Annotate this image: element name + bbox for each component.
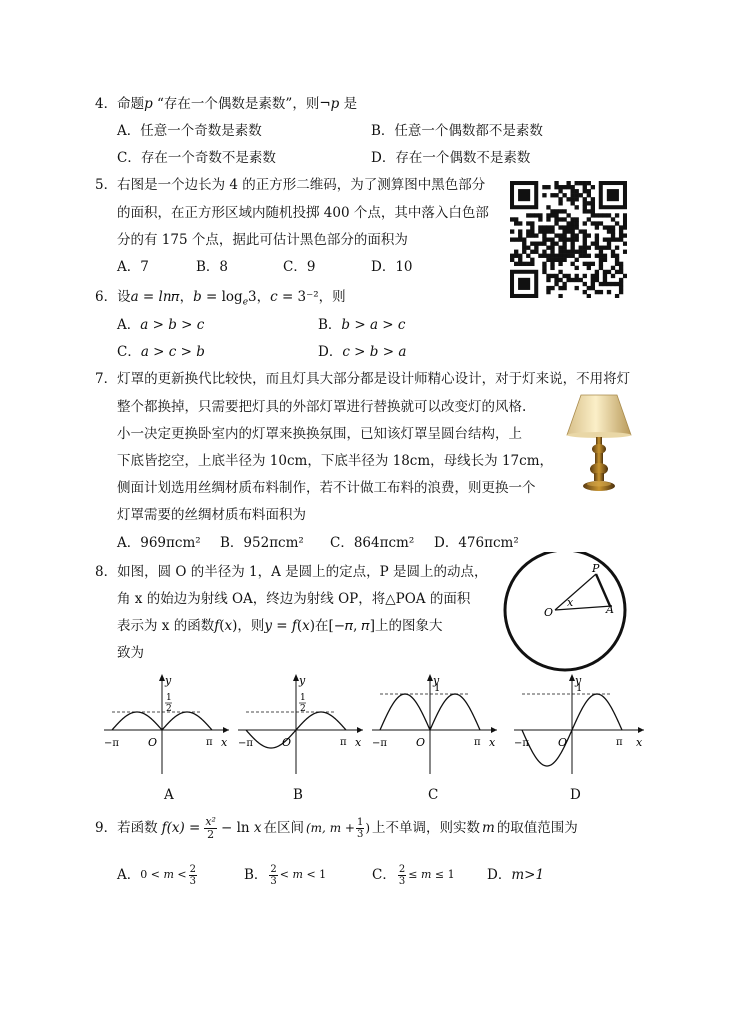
q9-option-b-label: B． [244, 867, 268, 883]
x-axis-label: x [221, 736, 228, 749]
y-axis-label: y [299, 674, 306, 687]
x-axis-label: x [355, 736, 362, 749]
q9-ln-term: − ln x [220, 820, 262, 836]
y-mark-denominator: 2 [166, 704, 172, 714]
origin-label: O [416, 736, 426, 749]
graph-b [234, 670, 369, 780]
q4-option-c: C．存在一个奇数不是素数 [117, 150, 276, 166]
q9-interval: (m, m + $\frac{1}{3}$ ) [306, 816, 370, 840]
q5-line2: 的面积，在正方形区域内随机投掷 400 个点，其中落入白色部 [117, 205, 489, 221]
tick-label-pi: π [616, 737, 623, 748]
q8-line2: 角 x 的始边为射线 OA，终边为射线 OP，将△POA 的面积 [117, 591, 471, 607]
q4-option-a: A．任意一个奇数是素数 [117, 123, 262, 139]
q5-line1: 5．右图是一个边长为 4 的正方形二维码，为了测算图中黑色部分 [95, 177, 486, 193]
label-p: P [592, 562, 600, 575]
q6-log-base: 𝑒 [242, 297, 249, 308]
graph-a-label: A [164, 787, 174, 803]
graph-b-label: B [293, 787, 303, 803]
q9-option-b [244, 858, 326, 892]
tick-label-neg-pi: −π [372, 738, 387, 749]
origin-label: O [558, 736, 568, 749]
q7-line5: 侧面计划选用丝绸材质布料制作，若不计做工布料的浪费，则更换一个 [117, 480, 536, 496]
q9-option-a-expr: 0 < m < [140, 868, 187, 881]
q8-line1: 8．如图，圆 O 的半径为 1，A 是圆上的定点，P 是圆上的动点， [95, 564, 488, 580]
q9-fraction-x2-over-2: $\frac{\text{x²}}{2}$ [205, 814, 216, 841]
q9-option-a-frac: 2 3 [189, 863, 196, 887]
q9-option-a [117, 858, 197, 892]
y-axis-label: y [165, 674, 172, 687]
q9-stem-b: 在区间 [263, 820, 304, 836]
ray-op [555, 574, 596, 610]
q9-stem-c: 上不单调，则实数 [372, 820, 480, 836]
y-mark-value: 1 [576, 683, 583, 694]
origin-label: O [282, 736, 292, 749]
q7-line6: 灯罩需要的丝绸材质布料面积为 [117, 507, 306, 523]
q9-func-fx: f(x) = [161, 820, 201, 836]
label-o: O [544, 606, 554, 619]
circle-figure [500, 552, 640, 677]
y-axis-label: y [433, 674, 440, 687]
origin-label: O [148, 736, 158, 749]
q5-option-c: C．9 [283, 259, 316, 275]
q9-option-a-label: A． [117, 867, 141, 883]
q7-option-a: A．969πcm² [117, 535, 201, 551]
q6-stem-text: 6．设𝑎 = 𝑙𝑛𝜋，𝑏 = log [95, 289, 243, 305]
q7-line1: 7．灯罩的更新换代比较快，而且灯具大部分都是设计师精心设计，对于灯来说，不用将灯 [95, 371, 631, 387]
graph-c-label: C [428, 787, 439, 803]
q9-option-b-frac: 2 3 [270, 863, 277, 887]
q4-option-b: B．任意一个偶数都不是素数 [371, 123, 543, 139]
x-axis-arrow [638, 727, 644, 733]
q4-stem: 4．命题𝑝 “存在一个偶数是素数”，则¬𝑝 是 [95, 96, 358, 112]
q6-stem-tail: 3，𝑐 = 3⁻²，则 [248, 289, 346, 305]
tick-label-pi: π [206, 737, 213, 748]
q5-option-b: B．8 [196, 259, 229, 275]
q9-option-d-expr: m>1 [511, 867, 545, 883]
q4-option-d: D．存在一个偶数不是素数 [371, 150, 531, 166]
q9-stem [95, 808, 578, 848]
q7-option-c: C．864πcm² [330, 535, 415, 551]
q9-option-b-expr: < m < 1 [279, 868, 327, 881]
x-axis-arrow [357, 727, 363, 733]
segment-pa [596, 574, 610, 606]
q9-option-d [487, 866, 544, 884]
q6-option-a: A．𝑎 > 𝑏 > 𝑐 [117, 317, 205, 333]
label-x: x [567, 596, 574, 609]
x-axis-arrow [491, 727, 497, 733]
q5-line3: 分的有 175 个点，据此可估计黑色部分的面积为 [117, 232, 408, 248]
q9-option-c-frac: $\frac{2}{3}$ [398, 863, 406, 887]
q9-stem-a: 9．若函数 [95, 820, 158, 836]
q7-line2: 整个都换掉，只需要把灯具的外部灯罩进行替换就可以改变灯的风格. [117, 399, 527, 415]
q9-option-d-label: D． [487, 867, 512, 883]
graph-a [100, 670, 235, 780]
q9-option-c-expr: ≤ m ≤ 1 [408, 868, 455, 881]
y-mark-value: 1 [434, 683, 441, 694]
q7-option-d: D．476πcm² [434, 535, 519, 551]
q7-option-b: B．952πcm² [220, 535, 304, 551]
x-axis-label: x [636, 736, 643, 749]
y-mark-numerator: 1 [166, 693, 172, 703]
y-mark-denominator: 2 [300, 704, 306, 714]
x-axis-arrow [223, 727, 229, 733]
ray-oa [555, 606, 612, 610]
q8-line3: 表示为 x 的函数𝑓(𝑥)，则𝑦 = 𝑓(𝑥)在[−𝜋, 𝜋]上的图象大 [117, 618, 443, 634]
q6-option-c: C．𝑎 > 𝑐 > 𝑏 [117, 344, 205, 360]
q9-option-c [372, 858, 455, 892]
x-axis-label: x [489, 736, 496, 749]
q7-line3: 小一决定更换卧室内的灯罩来换换氛围，已知该灯罩呈圆台结构，上 [117, 426, 522, 442]
q5-option-d: D．10 [371, 259, 413, 275]
q7-line4: 下底皆挖空，上底半径为 10cm，下底半径为 18cm，母线长为 17cm， [117, 453, 553, 469]
graph-d [510, 670, 650, 780]
q6-option-b: B．𝑏 > 𝑎 > 𝑐 [318, 317, 406, 333]
graph-c [368, 670, 503, 780]
y-axis-label: y [575, 674, 582, 687]
tick-label-neg-pi: −π [238, 738, 253, 749]
tick-label-pi: π [340, 737, 347, 748]
q5-option-a: A．7 [117, 259, 149, 275]
tick-label-neg-pi: −π [514, 738, 529, 749]
q9-option-c-label: C． [372, 867, 396, 883]
q8-line4: 致为 [117, 645, 144, 661]
q9-stem-d: 的取值范围为 [496, 820, 578, 836]
y-mark-numerator: 1 [300, 693, 306, 703]
tick-label-neg-pi: −π [104, 738, 119, 749]
graph-d-label: D [570, 787, 581, 803]
label-a: A [606, 603, 614, 616]
qr-code-image [510, 181, 627, 298]
q6-option-d: D．𝑐 > 𝑏 > 𝑎 [318, 344, 407, 360]
tick-label-pi: π [474, 737, 481, 748]
q9-var-m: m [482, 820, 495, 836]
table-lamp-image [565, 393, 633, 493]
q6-stem [95, 288, 346, 312]
